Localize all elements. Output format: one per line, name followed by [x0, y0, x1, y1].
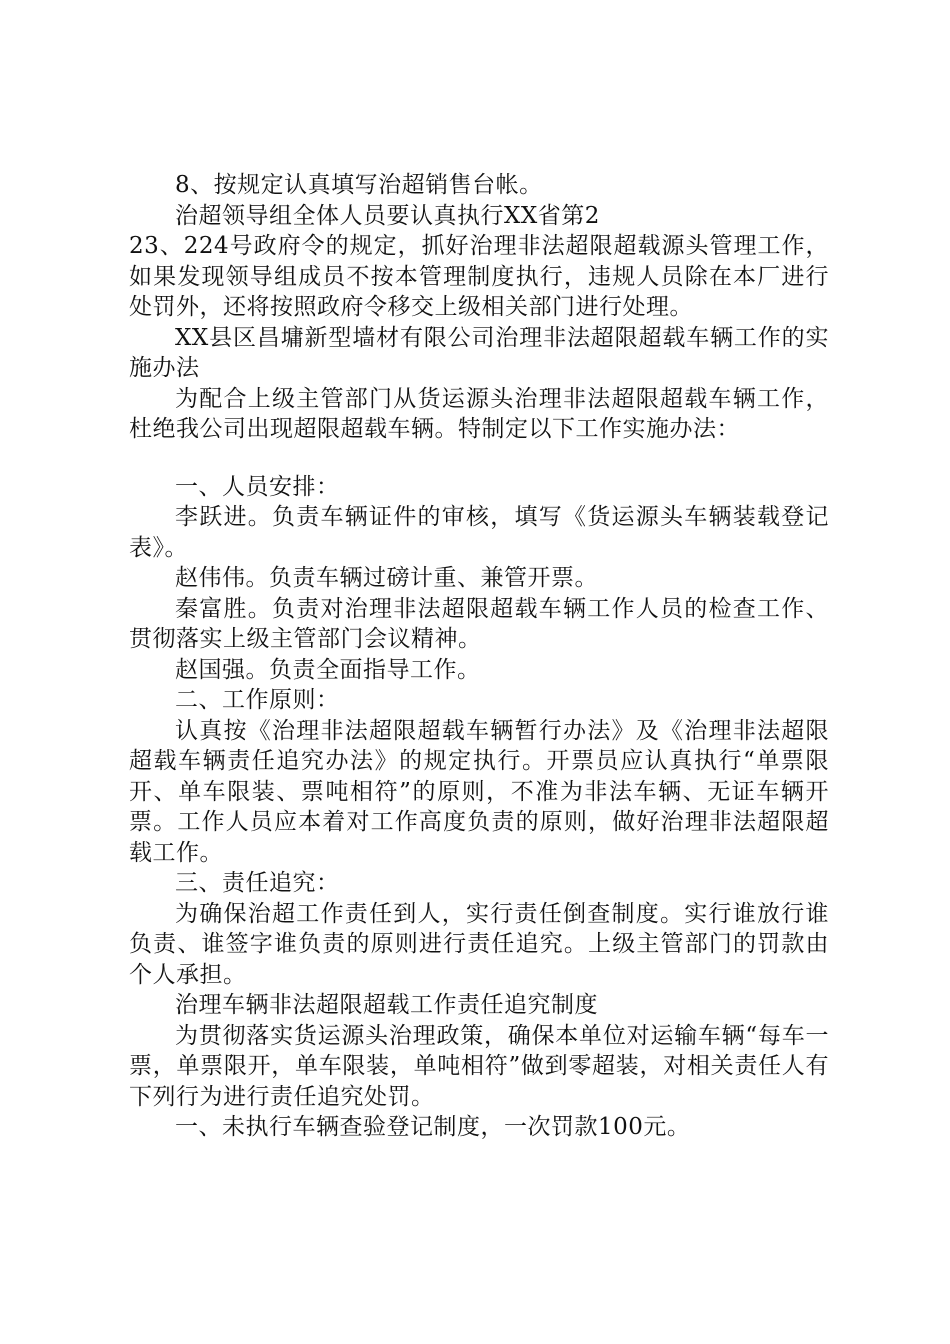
- heading-staff-arrangement: 一、人员安排：: [175, 473, 340, 500]
- paragraph-staff-zhao-weiwei: 赵伟伟。负责车辆过磅计重、兼管开票。: [175, 565, 598, 591]
- paragraph-staff-li: 李跃进。负责车辆证件的审核，填写《货运源头车辆装载登记表》。: [129, 504, 829, 561]
- paragraph-staff-qin: 秦富胜。负责对治理非法超限超载车辆工作人员的检查工作、贯彻落实上级主管部门会议精神。: [129, 595, 829, 652]
- heading-work-principles: 二、工作原则：: [175, 687, 340, 713]
- paragraph-government-order: 23、224号政府令的规定，抓好治理非法超限超载源头管理工作，如果发现领导组成员不按本管理制度执行，违规人员除在本厂进行处罚外，还将按照政府令移交上级相关部门进行处理。: [129, 233, 829, 320]
- paragraph-principles: 认真按《治理非法超限超载车辆暂行办法》及《治理非法超限超载车辆责任追究办法》的规定执行。开票员应认真执行“单票限开、单车限装、票吨相符”的原则，不准为非法车辆、无证车辆开票。工作人员应本着对工作高度负责的原则，做好治理非法超限超载工作。: [129, 717, 829, 866]
- heading-accountability: 三、责任追究：: [175, 870, 340, 896]
- paragraph-staff-zhao-guoqiang: 赵国强。负责全面指导工作。: [175, 656, 481, 683]
- paragraph-purpose: 为配合上级主管部门从货运源头治理非法超限超载车辆工作，杜绝我公司出现超限超载车辆。特制定以下工作实施办法：: [129, 385, 829, 442]
- section-title-implementation: XX县区昌墉新型墙材有限公司治理非法超限超载车辆工作的实施办法: [129, 324, 829, 381]
- paragraph-ledger: 8、按规定认真填写治超销售台帐。: [175, 172, 543, 198]
- section-title-accountability-system: 治理车辆非法超限超载工作责任追究制度: [175, 992, 598, 1018]
- paragraph-policy: 为贯彻落实货运源头治理政策，确保本单位对运输车辆“每车一票，单票限开，单车限装，单吨相符”做到零超装，对相关责任人有下列行为进行责任追究处罚。: [129, 1022, 829, 1110]
- paragraph-penalty-1: 一、未执行车辆查验登记制度，一次罚款100元。: [175, 1114, 691, 1140]
- document-body: [129, 170, 829, 1143]
- blank-line: [129, 445, 829, 472]
- paragraph-leadership-group: 治超领导组全体人员要认真执行XX省第2: [175, 202, 600, 229]
- paragraph-accountability: 为确保治超工作责任到人，实行责任倒查制度。实行谁放行谁负责、谁签字谁负责的原则进行责任追究。上级主管部门的罚款由个人承担。: [129, 900, 829, 988]
